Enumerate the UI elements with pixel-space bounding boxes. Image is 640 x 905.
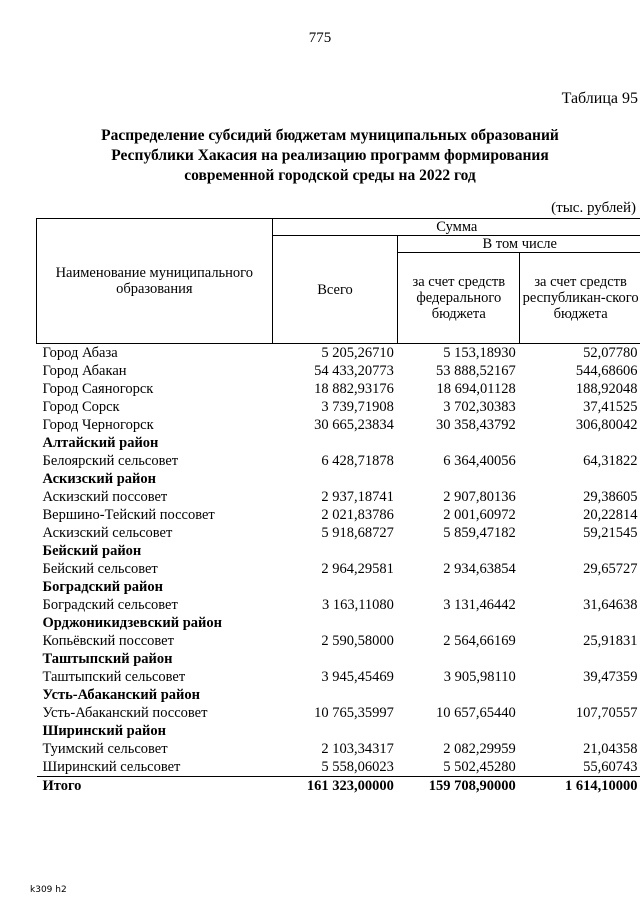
subsidy-table — [36, 218, 640, 795]
total-amount: 2 021,83786 — [321, 507, 394, 523]
region-name: Алтайский район — [42, 435, 159, 451]
municipality-name: Город Сорск — [42, 399, 120, 415]
table-row — [37, 740, 640, 758]
table-row — [37, 758, 640, 777]
municipality-name: Город Черногорск — [42, 417, 154, 433]
region-name: Ширинский район — [42, 723, 166, 739]
total-amount: 2 937,18741 — [321, 489, 394, 505]
republic-amount: 29,38605 — [583, 489, 638, 505]
republic-amount: 20,22814 — [583, 507, 638, 523]
total-amount: 5 205,26710 — [321, 345, 394, 361]
republic-amount: 544,68606 — [575, 363, 638, 379]
table-row — [37, 380, 640, 398]
municipality-name: Белоярский сельсовет — [42, 453, 179, 469]
header-federal-column: за счет средств федерального бюджета — [398, 253, 520, 344]
table-body — [37, 344, 640, 796]
republic-amount: 25,91831 — [583, 633, 638, 649]
table-row — [37, 362, 640, 380]
table-row — [37, 632, 640, 650]
republic-amount: 52,07780 — [583, 345, 638, 361]
document-title — [40, 126, 620, 186]
region-row — [37, 614, 640, 632]
table-row — [37, 524, 640, 542]
total-amount: 2 964,29581 — [321, 561, 394, 577]
total-label: Итого — [37, 777, 273, 796]
total-amount: 10 765,35997 — [314, 705, 394, 721]
total-amount: 2 103,34317 — [321, 741, 394, 757]
table-row — [37, 560, 640, 578]
title-line-2: Республики Хакасия на реализацию программ формирования — [111, 147, 549, 164]
footer-code: k309 h2 — [30, 885, 67, 895]
total-amount: 5 558,06023 — [321, 759, 394, 775]
federal-amount: 2 934,63854 — [443, 561, 516, 577]
units-label: (тыс. рублей) — [551, 200, 636, 216]
table-wrapper — [36, 218, 640, 795]
federal-amount: 6 364,40056 — [443, 453, 516, 469]
federal-amount: 2 907,80136 — [443, 489, 516, 505]
total-row — [37, 777, 640, 796]
table-row — [37, 596, 640, 614]
republic-amount: 64,31822 — [583, 453, 638, 469]
municipality-name: Город Абаза — [42, 345, 118, 361]
federal-amount: 3 905,98110 — [443, 669, 516, 685]
total-amount: 3 163,11080 — [321, 597, 394, 613]
header-name-column: Наименование муниципального образования — [37, 219, 273, 344]
municipality-name: Бейский сельсовет — [42, 561, 158, 577]
region-name: Орджоникидзевский район — [42, 615, 222, 631]
total-amount: 5 918,68727 — [321, 525, 394, 541]
municipality-name: Туимский сельсовет — [42, 741, 168, 757]
title-line-3: современной городской среды на 2022 год — [184, 167, 476, 184]
table-label: Таблица 95 — [561, 90, 638, 107]
region-row — [37, 434, 640, 452]
region-name: Усть-Абаканский район — [42, 687, 201, 703]
table-row — [37, 668, 640, 686]
table-row — [37, 416, 640, 434]
total-amount: 6 428,71878 — [321, 453, 394, 469]
table-row — [37, 704, 640, 722]
region-row — [37, 650, 640, 668]
republic-amount: 107,70557 — [575, 705, 638, 721]
total-amount: 30 665,23834 — [314, 417, 394, 433]
municipality-name: Боградский сельсовет — [42, 597, 178, 613]
republic-amount: 59,21545 — [583, 525, 638, 541]
region-row — [37, 542, 640, 560]
republic-amount: 29,65727 — [583, 561, 638, 577]
municipality-name: Таштыпский сельсовет — [42, 669, 186, 685]
municipality-name: Аскизский поссовет — [42, 489, 168, 505]
region-row — [37, 686, 640, 704]
republic-amount: 188,92048 — [575, 381, 638, 397]
table-row — [37, 488, 640, 506]
municipality-name: Вершино-Тейский поссовет — [42, 507, 215, 523]
federal-amount: 18 694,01128 — [436, 381, 516, 397]
header-republic-column: за счет средств республикан-ского бюджета — [520, 253, 640, 344]
grand-federal-amount: 159 708,90000 — [398, 777, 520, 796]
municipality-name: Аскизский сельсовет — [42, 525, 173, 541]
federal-amount: 2 082,29959 — [443, 741, 516, 757]
total-amount: 3 945,45469 — [321, 669, 394, 685]
table-row — [37, 344, 640, 363]
total-amount: 18 882,93176 — [314, 381, 394, 397]
federal-amount: 5 859,47182 — [443, 525, 516, 541]
table-row — [37, 398, 640, 416]
header-including-group: В том числе — [398, 236, 640, 253]
municipality-name: Усть-Абаканский поссовет — [42, 705, 208, 721]
region-row — [37, 722, 640, 740]
municipality-name: Город Саяногорск — [42, 381, 154, 397]
federal-amount: 53 888,52167 — [435, 363, 516, 379]
region-name: Таштыпский район — [42, 651, 173, 667]
grand-total-amount: 161 323,00000 — [272, 777, 398, 796]
federal-amount: 2 001,60972 — [443, 507, 516, 523]
total-amount: 54 433,20773 — [314, 363, 394, 379]
table-row — [37, 506, 640, 524]
region-row — [37, 578, 640, 596]
federal-amount: 30 358,43792 — [435, 417, 516, 433]
municipality-name: Ширинский сельсовет — [42, 759, 181, 775]
republic-amount: 55,60743 — [583, 759, 638, 775]
table-row — [37, 452, 640, 470]
federal-amount: 10 657,65440 — [435, 705, 516, 721]
grand-republic-amount: 1 614,10000 — [520, 777, 640, 796]
federal-amount: 5 153,18930 — [443, 345, 516, 361]
region-name: Боградский район — [42, 579, 163, 595]
page-number: 775 — [308, 30, 332, 46]
republic-amount: 31,64638 — [583, 597, 638, 613]
republic-amount: 21,04358 — [583, 741, 638, 757]
municipality-name: Город Абакан — [42, 363, 127, 379]
federal-amount: 5 502,45280 — [443, 759, 516, 775]
total-amount: 3 739,71908 — [321, 399, 394, 415]
republic-amount: 39,47359 — [583, 669, 638, 685]
title-line-1: Распределение субсидий бюджетам муниципальных образований — [101, 127, 559, 144]
table-header — [37, 219, 640, 344]
republic-amount: 306,80042 — [575, 417, 638, 433]
federal-amount: 3 131,46442 — [443, 597, 516, 613]
republic-amount: 37,41525 — [583, 399, 638, 415]
total-amount: 2 590,58000 — [321, 633, 394, 649]
federal-amount: 2 564,66169 — [443, 633, 516, 649]
federal-amount: 3 702,30383 — [443, 399, 516, 415]
header-sum-group: Сумма — [272, 219, 640, 236]
region-name: Бейский район — [42, 543, 142, 559]
municipality-name: Копьёвский поссовет — [42, 633, 174, 649]
region-row — [37, 470, 640, 488]
header-total-column: Всего — [272, 236, 398, 344]
region-name: Аскизский район — [42, 471, 156, 487]
